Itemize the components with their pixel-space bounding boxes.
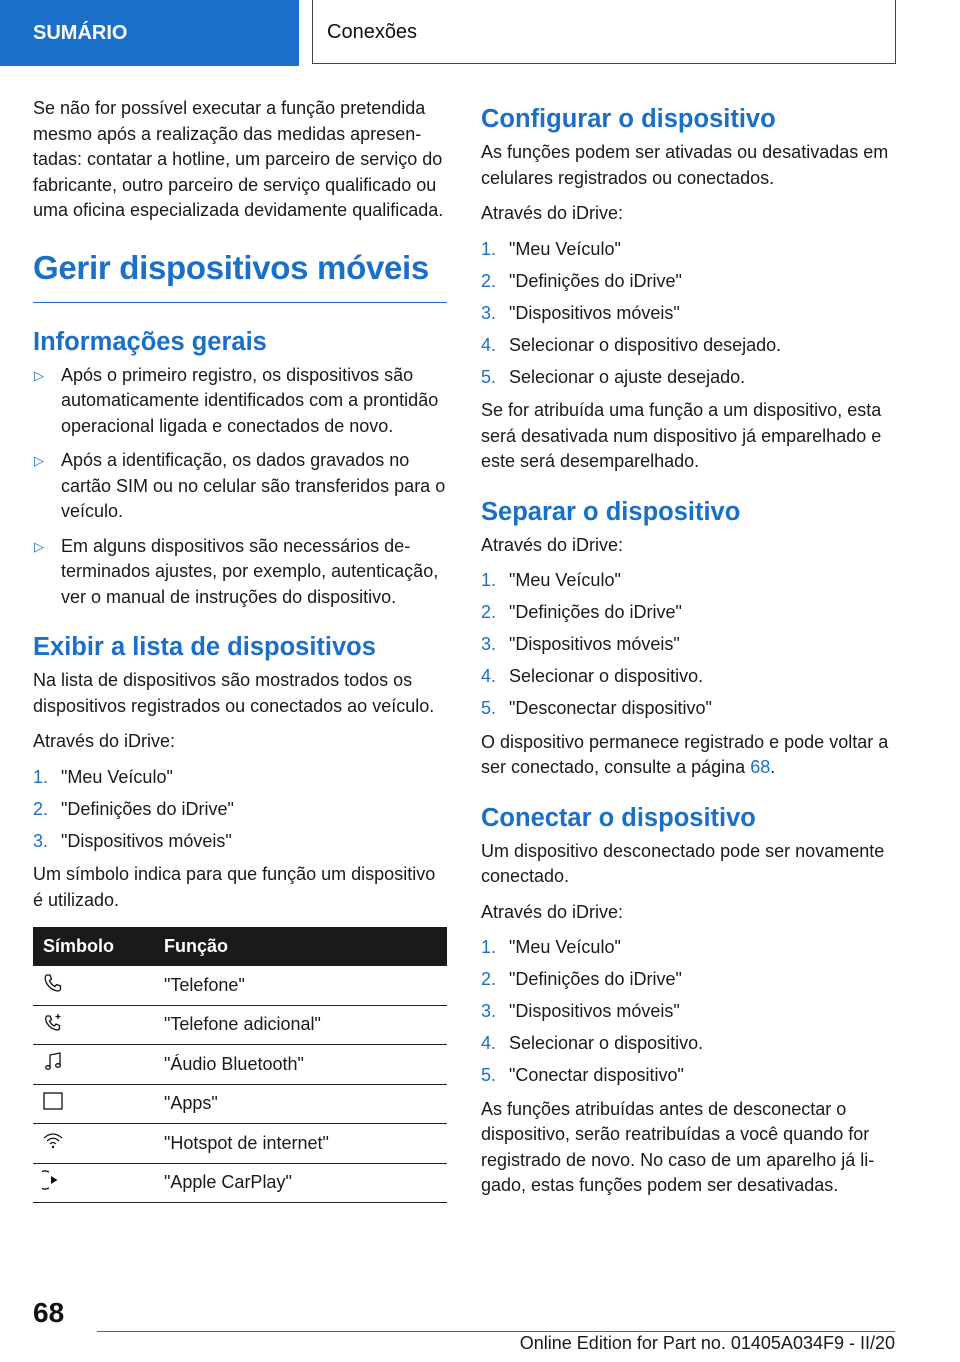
step-text: "Meu Veículo" [509,238,621,259]
step-number: 2. [481,969,497,989]
configure-paragraph: As funções podem ser ativadas ou desativadas em celulares registrados ou conectados. [481,142,889,188]
footer-divider [97,1331,895,1332]
connect-note: As funções atribuídas antes de desconectar o dispositivo, serão reatribuídas a você quando for registrado de novo. No caso de um aparelho já ligado, estas funções podem ser desativadas. [481,1098,875,1195]
symbol-table [33,927,447,1203]
wifi-hotspot-icon [33,1124,164,1164]
step-text: "Dispositivos móveis" [61,830,232,851]
device-list-heading: Exibir a lista de dispositivos [33,633,376,661]
step-item [481,568,897,594]
step-text: "Definições do iDrive" [509,602,682,622]
triangle-bullet-icon: ▷ [34,538,44,554]
step-number: 4. [481,666,497,686]
device-list-paragraph: Na lista de dispositivos são mostrados todos os dispositivos registrados ou conectados ao veículo. [33,670,435,716]
step-text: "Definições do iDrive" [509,270,682,291]
phone-icon [33,966,164,1005]
bullet-text: Após o primeiro registro, os dispositivos são automaticamente identificados com a prontidão operacional ligada e conectados de novo. [61,364,439,436]
column-header-function: Função [164,927,447,966]
function-label: "Telefone" [164,966,447,1005]
table-row [33,1084,447,1124]
step-number: 1. [33,766,49,787]
step-item [33,797,447,823]
music-note-icon [33,1045,164,1085]
step-text: "Meu Veículo" [61,766,173,787]
configure-note: Se for atribuída uma função a um dispositivo, esta será desativada num dispositivo já emparelhado e este será desemparelhado. [481,400,882,471]
step-item [481,696,897,722]
step-text: Selecionar o dispositivo. [509,1033,704,1053]
bullet-text: Em alguns dispositivos são necessários determinados ajustes, por exemplo, autenticação, ver o manual de instruções do dispositivo. [61,535,439,607]
step-item [481,999,897,1025]
step-number: 2. [33,798,49,819]
separate-note [481,730,897,781]
carplay-icon [33,1163,164,1203]
step-number: 2. [481,270,497,291]
step-number: 3. [33,830,49,851]
via-idrive-label: Através do iDrive: [33,731,176,751]
step-item [481,1031,897,1057]
apps-icon [33,1084,164,1124]
step-text: "Desconectar dispositivo" [509,698,712,718]
separate-steps [481,568,897,722]
step-item [33,765,447,791]
step-item [481,632,897,658]
step-text: "Definições do iDrive" [61,798,234,819]
step-item [481,301,897,327]
page-number: 68 [33,1297,65,1328]
step-number: 1. [481,570,497,590]
via-idrive-label: Através do iDrive: [481,534,624,555]
step-text: Selecionar o dispositivo desejado. [509,334,782,355]
step-text: "Meu Veículo" [509,570,621,590]
separate-heading: Separar o dispositivo [481,497,741,526]
step-text: "Meu Veículo" [509,937,621,957]
info-bullet-list [33,363,447,611]
step-item [481,237,897,263]
via-idrive-label: Através do iDrive: [481,203,624,223]
via-idrive-label: Através do iDrive: [481,901,624,922]
connect-steps [481,935,897,1089]
table-header-row [33,927,447,966]
step-item [481,935,897,961]
step-number: 3. [481,302,497,323]
connect-heading: Conectar o dispositivo [481,803,756,832]
summary-tab[interactable]: SUMÁRIO [0,0,299,66]
function-label: "Áudio Bluetooth" [164,1045,447,1085]
page-link[interactable]: 68 [750,757,771,777]
intro-paragraph: Se não for possível executar a função pretendida mesmo após a realização das medidas apresentadas: contatar a hotline, um parceiro de serviço do fabricante, outro parceiro de serviço qualificado ou uma oficina especializada devidamente qualificada. [33,98,444,220]
triangle-bullet-icon: ▷ [34,453,44,468]
triangle-bullet-icon: ▷ [34,367,44,383]
section-title: Conexões [312,0,896,64]
step-item [33,829,447,855]
function-label: "Telefone adicional" [164,1005,447,1045]
connect-paragraph: Um dispositivo desconectado pode ser novamente conectado. [481,840,885,886]
step-text: Selecionar o ajuste desejado. [509,366,746,387]
table-row [33,1124,447,1164]
bullet-item [33,534,447,611]
chapter-title: Gerir dispositivos móveis [33,248,447,303]
device-list-steps [33,765,447,855]
column-header-symbol: Símbolo [33,927,164,966]
top-bar [0,0,960,66]
table-row [33,1005,447,1045]
table-row [33,1163,447,1203]
separate-note-text: O dispositivo permanece registrado e pode voltar a ser conectado, consulte a página [481,731,889,777]
step-item [481,664,897,690]
step-item [481,333,897,359]
step-number: 1. [481,238,497,259]
bullet-item [33,363,447,440]
right-column [481,96,897,1209]
separate-note-suffix: . [770,757,776,777]
bullet-item [33,448,447,525]
step-item [481,269,897,295]
step-number: 5. [481,1065,497,1085]
bullet-text: Após a identificação, os dados gravados no cartão SIM ou no celular são transferidos para o veículo. [61,450,446,521]
step-number: 5. [481,698,497,718]
step-text: "Dispositivos móveis" [509,302,680,323]
edition-footer: Online Edition for Part no. 01405A034F9 - II/20 [519,1333,895,1353]
step-number: 4. [481,1033,497,1053]
configure-heading: Configurar o dispositivo [481,105,776,133]
table-row [33,966,447,1005]
step-text: Selecionar o dispositivo. [509,666,704,686]
symbol-paragraph: Um símbolo indica para que função um dispositivo é utilizado. [33,864,436,910]
step-number: 1. [481,937,497,957]
step-number: 4. [481,334,497,355]
function-label: "Hotspot de internet" [164,1124,447,1164]
additional-phone-icon [33,1005,164,1045]
step-number: 3. [481,1001,497,1021]
step-item [481,967,897,993]
step-text: "Dispositivos móveis" [509,634,680,654]
step-item [481,1063,897,1089]
step-text: "Dispositivos móveis" [509,1001,680,1021]
step-number: 5. [481,366,497,387]
function-label: "Apple CarPlay" [164,1163,447,1203]
info-heading: Informações gerais [33,327,267,356]
step-text: "Conectar dispositivo" [509,1065,684,1085]
step-number: 2. [481,602,497,622]
step-item [481,600,897,626]
step-item [481,365,897,391]
step-text: "Definições do iDrive" [509,969,682,989]
step-number: 3. [481,634,497,654]
configure-steps [481,237,897,391]
function-label: "Apps" [164,1084,447,1124]
left-column [33,96,447,1203]
table-row [33,1045,447,1085]
